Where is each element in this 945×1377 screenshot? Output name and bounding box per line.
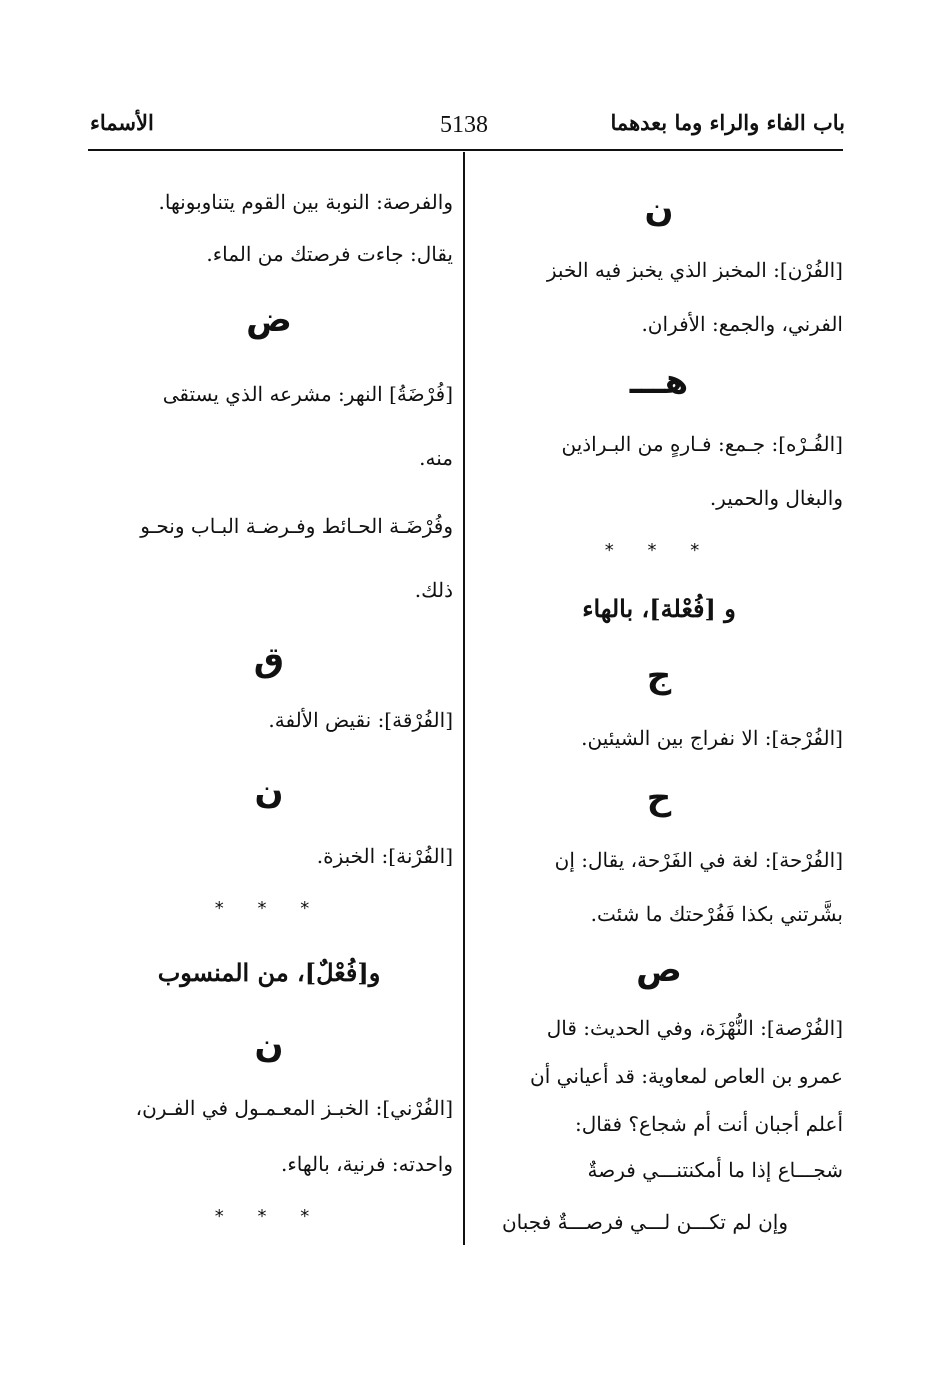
entry-fursa2-line-2: يقال: جاءت فرصتك من الماء. [206, 242, 453, 266]
running-header-title: باب الفاء والراء وما بعدهما [610, 110, 845, 135]
running-header-section: الأسماء [90, 110, 154, 135]
entry-furja: [الفُرْجة]: الا نفراج بين الشيئين. [581, 726, 843, 750]
entry-furn-line-1: [الفُرْن]: المخبز الذي يخبز فيه الخبز [546, 258, 843, 282]
letter-heading-qaf: ق [253, 640, 285, 680]
letter-heading-dad: ض [246, 300, 292, 340]
verse-line-1: شجـــاع إذا ما أمكنتنـــي فرصةٌ [587, 1158, 843, 1182]
entry-fursa-line-1: [الفُرْصة]: النُّهْزَة، وفي الحديث: قال [546, 1016, 843, 1040]
letter-heading-ha: هـــ [629, 362, 689, 402]
entry-furni-line-2: واحدته: فرنية، بالهاء. [280, 1152, 453, 1176]
entry-furni-line-1: [الفُرْني]: الخبـز المعـمـول في الفـرن، [135, 1096, 453, 1120]
entry-fursa2-line-1: والفرصة: النوبة بين القوم يتناوبونها. [158, 190, 453, 214]
entry-furda-line-3: وفُرْضَـة الحـائط وفـرضـة البـاب ونحـو [140, 514, 453, 538]
letter-heading-nun-3: ن [254, 1026, 284, 1066]
entry-furh-line-1: [الفُـرْه]: جـمع: فـارهٍ من البـراذين [561, 432, 843, 456]
page-number: 5138 [440, 112, 488, 138]
section-heading-2: و[فُعْلٌ]، من المنسوب [157, 958, 381, 987]
verse-line-2: وإن لم تكـــن لـــي فرصـــةٌ فجبان [501, 1210, 788, 1234]
entry-fursa-line-2: عمرو بن العاص لمعاوية: قد أعياني أن [530, 1064, 843, 1088]
header-rule [88, 149, 843, 151]
letter-heading-ha2: ح [646, 778, 672, 818]
entry-furha-line-2: بشَّرتني بكذا فَفُرْحتك ما شئت. [590, 902, 843, 926]
entry-furh-line-2: والبغال والحمير. [709, 486, 843, 510]
column-divider [463, 152, 465, 1245]
section-heading: و [فُعْلة]، بالهاء [582, 594, 736, 623]
section-separator-3: * * * [214, 1206, 324, 1227]
letter-heading-nun-2: ن [254, 772, 284, 812]
entry-furqa: [الفُرْقة]: نقيض الألفة. [268, 708, 453, 732]
entry-fursa-line-3: أعلم أجبان أنت أم شجاع؟ فقال: [575, 1112, 843, 1136]
entry-furda-line-2: منه. [419, 446, 453, 470]
section-separator: * * * [604, 540, 714, 561]
entry-furda-line-1: [فُرْضَةُ] النهر: مشرعه الذي يستقى [162, 382, 453, 406]
letter-heading-nun: ن [644, 190, 674, 230]
entry-furna: [الفُرْنة]: الخبزة. [316, 844, 453, 868]
entry-furda-line-4: ذلك. [414, 578, 453, 602]
entry-furn-line-2: الفرني، والجمع: الأفران. [641, 312, 843, 336]
letter-heading-sad: ص [636, 950, 682, 990]
section-separator-2: * * * [214, 898, 324, 919]
letter-heading-jim: ج [646, 656, 672, 696]
entry-furha-line-1: [الفُرْحة]: لغة في الفَرْحة، يقال: إن [554, 848, 843, 872]
